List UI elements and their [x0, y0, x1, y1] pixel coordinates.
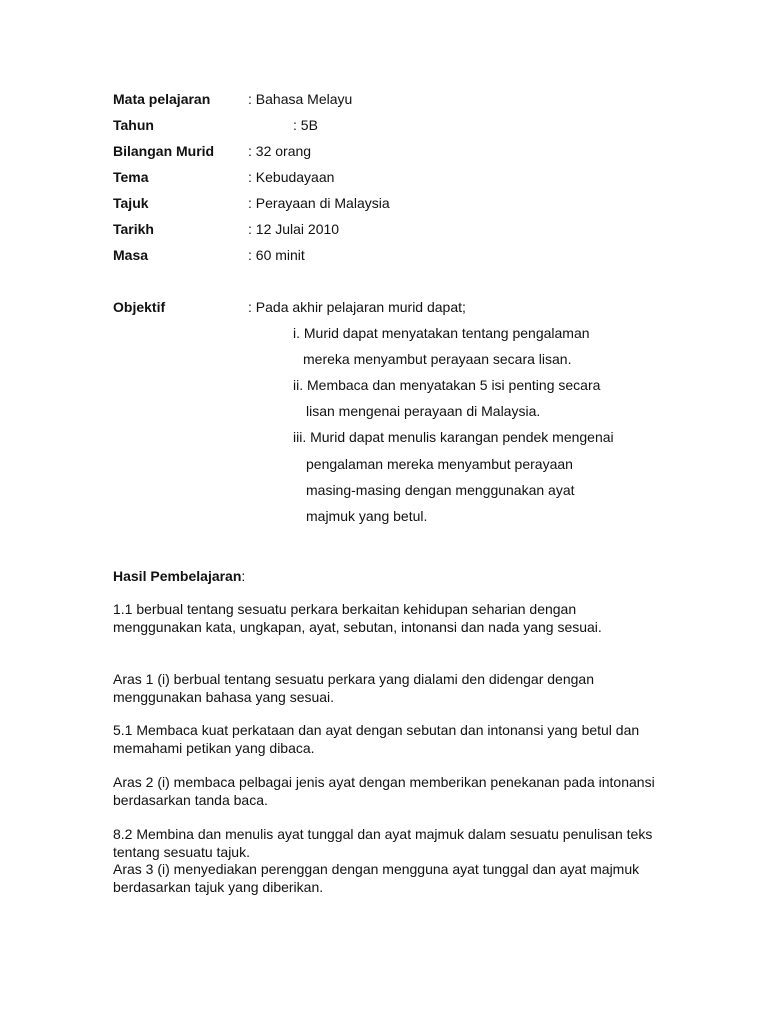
info-value: : 60 minit [248, 247, 305, 263]
hasil-paragraph: 5.1 Membaca kuat perkataan dan ayat dengan sebutan dan intonansi yang betul dan memahami petikan yang dibaca. [113, 722, 640, 756]
objektif-line: majmuk yang betul. [306, 508, 428, 524]
info-label: Tahun [113, 117, 154, 133]
objektif-line: mereka menyambut perayaan secara lisan. [303, 351, 572, 367]
objektif-line: masing-masing dengan menggunakan ayat [306, 482, 575, 498]
info-value: : 12 Julai 2010 [248, 221, 340, 237]
info-value: : Perayaan di Malaysia [248, 195, 390, 211]
info-label: Masa [113, 247, 149, 263]
info-value: : Kebudayaan [248, 169, 335, 185]
objektif-line: i. Murid dapat menyatakan tentang pengalaman [293, 325, 590, 341]
hasil-paragraph: Aras 2 (i) membaca pelbagai jenis ayat dengan memberikan penekanan pada intonansi berdasarkan tanda baca. [113, 774, 655, 808]
objektif-intro: : Pada akhir pelajaran murid dapat; [248, 299, 466, 315]
info-value: : Bahasa Melayu [248, 91, 353, 107]
info-value: : 32 orang [248, 143, 312, 159]
objektif-line: iii. Murid dapat menulis karangan pendek mengenai [293, 429, 614, 445]
hasil-paragraph: Aras 3 (i) menyediakan perenggan dengan mengguna ayat tunggal dan ayat majmuk berdasarkan tajuk yang diberikan. [113, 861, 640, 895]
objektif-line: lisan mengenai perayaan di Malaysia. [306, 403, 541, 419]
hasil-heading [113, 566, 245, 586]
hasil-paragraph: 8.2 Membina dan menulis ayat tunggal dan ayat majmuk dalam sesuatu penulisan teks tentang sesuatu tajuk. [113, 826, 653, 860]
hasil-heading-colon: : [241, 568, 246, 584]
info-label: Tema [113, 169, 149, 185]
info-label: Mata pelajaran [113, 91, 211, 107]
hasil-paragraph: 1.1 berbual tentang sesuatu perkara berkaitan kehidupan seharian dengan menggunakan kata, ungkapan, ayat, sebutan, intonansi dan nada yang sesuai. [113, 601, 602, 635]
hasil-heading-text: Hasil Pembelajaran [113, 568, 242, 584]
info-label: Bilangan Murid [113, 143, 215, 159]
objektif-label: Objektif [113, 299, 166, 315]
objektif-line: pengalaman mereka menyambut perayaan [306, 456, 573, 472]
hasil-paragraph: Aras 1 (i) berbual tentang sesuatu perkara yang dialami den didengar dengan menggunakan bahasa yang sesuai. [113, 671, 594, 705]
info-label: Tajuk [113, 195, 149, 211]
info-value: : 5B [293, 117, 318, 133]
objektif-line: ii. Membaca dan menyatakan 5 isi penting secara [293, 377, 601, 393]
info-label: Tarikh [113, 221, 154, 237]
